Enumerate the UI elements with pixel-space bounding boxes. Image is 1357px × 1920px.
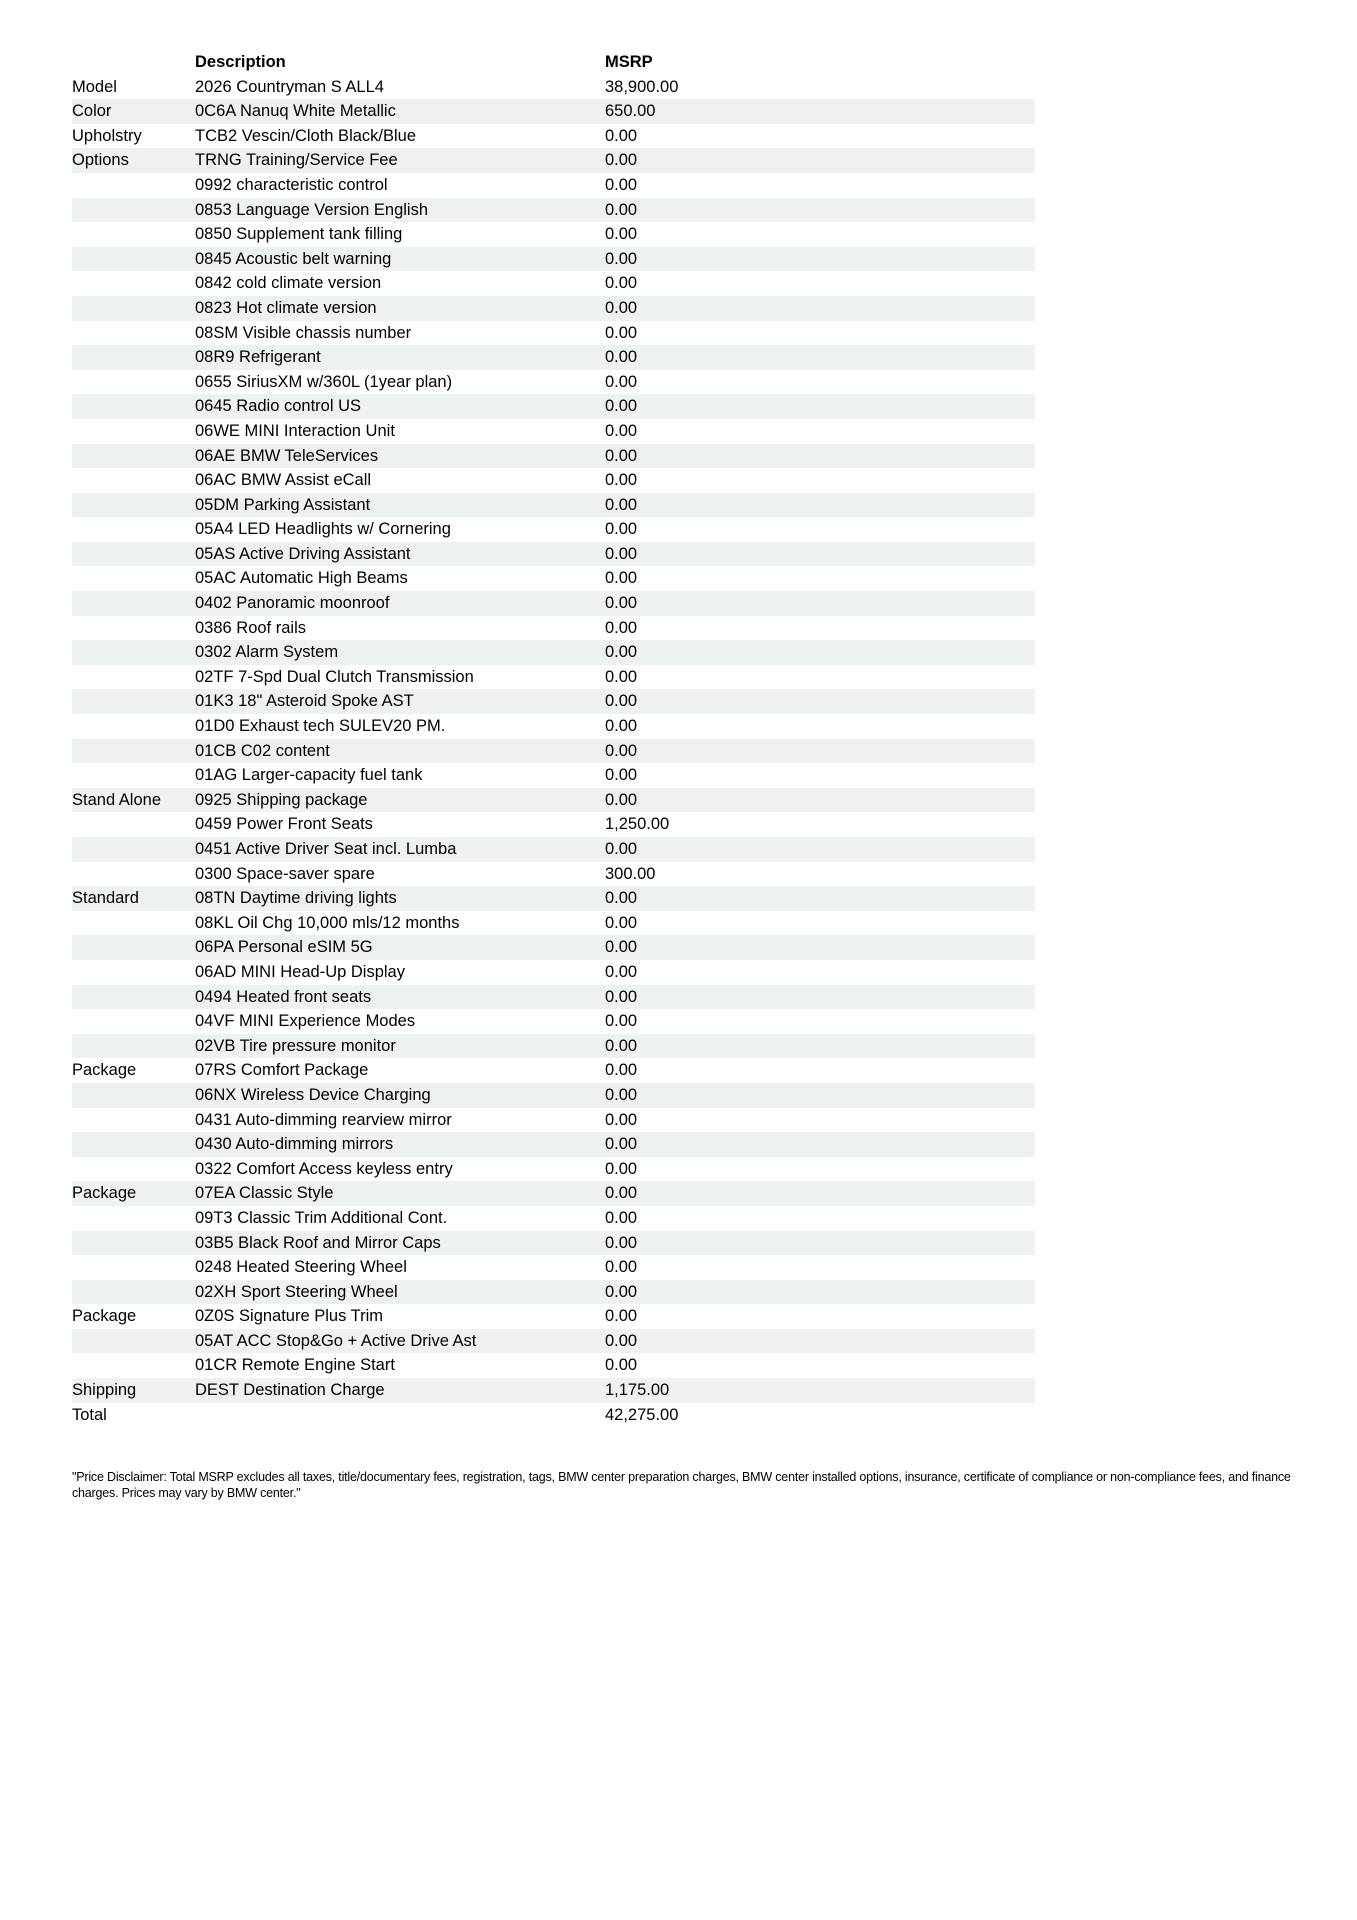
msrp-cell: 0.00: [605, 889, 638, 908]
category-cell: [72, 739, 195, 764]
spacer-cell: [797, 1378, 1035, 1403]
msrp-cell: 0.00: [605, 348, 638, 367]
msrp-cell: 0.00: [605, 200, 638, 219]
description-cell: 08TN Daytime driving lights: [195, 889, 397, 908]
description-header: Description: [195, 53, 286, 71]
spacer-cell: [797, 468, 1035, 493]
table-row: [72, 198, 1035, 223]
category-cell: [72, 1132, 195, 1157]
category-cell: [72, 640, 195, 665]
msrp-cell: 0.00: [605, 1282, 638, 1301]
msrp-cell: 0.00: [605, 1258, 638, 1277]
spacer-cell: [797, 640, 1035, 665]
spacer-cell: [797, 1181, 1035, 1206]
category-cell: [72, 837, 195, 862]
msrp-cell: 0.00: [605, 225, 638, 244]
table-row: [72, 394, 1035, 419]
description-cell: TCB2 Vescin/Cloth Black/Blue: [195, 126, 417, 145]
category-cell: Package: [72, 1307, 137, 1326]
description-cell: 06PA Personal eSIM 5G: [195, 938, 373, 957]
spacer-cell: [797, 960, 1035, 985]
description-cell: 08SM Visible chassis number: [195, 323, 412, 342]
msrp-cell: 0.00: [605, 667, 638, 686]
spacer-cell: [797, 862, 1035, 887]
msrp-cell: 0.00: [605, 544, 638, 563]
description-cell: 04VF MINI Experience Modes: [195, 1012, 416, 1031]
table-row: [72, 862, 1035, 887]
spacer-cell: [797, 886, 1035, 911]
description-cell: 0842 cold climate version: [195, 274, 382, 293]
description-cell: 0Z0S Signature Plus Trim: [195, 1307, 383, 1326]
msrp-cell: 0.00: [605, 1036, 638, 1055]
msrp-cell: 0.00: [605, 446, 638, 465]
description-cell: 01AG Larger-capacity fuel tank: [195, 766, 423, 785]
category-header: [72, 50, 195, 75]
table-row: [72, 493, 1035, 518]
description-cell: 0494 Heated front seats: [195, 987, 372, 1006]
msrp-cell: 0.00: [605, 274, 638, 293]
category-cell: [72, 419, 195, 444]
msrp-header: MSRP: [605, 53, 653, 71]
description-cell: 05DM Parking Assistant: [195, 495, 371, 514]
msrp-cell: 0.00: [605, 569, 638, 588]
table-row: [72, 1009, 1035, 1034]
table-row: [72, 296, 1035, 321]
table-row: [72, 665, 1035, 690]
description-cell: 05AS Active Driving Assistant: [195, 544, 411, 563]
category-cell: [72, 665, 195, 690]
pricing-table: [72, 50, 1035, 1427]
msrp-cell: 0.00: [605, 397, 638, 416]
description-cell: 06NX Wireless Device Charging: [195, 1085, 431, 1104]
msrp-cell: 0.00: [605, 298, 638, 317]
category-cell: [72, 1231, 195, 1256]
table-row: [72, 1181, 1035, 1206]
spacer-cell: [797, 911, 1035, 936]
table-row: [72, 1231, 1035, 1256]
table-row: [72, 345, 1035, 370]
category-cell: Total: [72, 1405, 107, 1424]
table-row: [72, 1058, 1035, 1083]
msrp-cell: 650.00: [605, 102, 656, 121]
description-cell: 05A4 LED Headlights w/ Cornering: [195, 520, 451, 539]
msrp-cell: 0.00: [605, 913, 638, 932]
category-cell: [72, 444, 195, 469]
spacer-cell: [797, 517, 1035, 542]
table-row: [72, 1353, 1035, 1378]
spacer-cell: [797, 812, 1035, 837]
description-cell: 05AC Automatic High Beams: [195, 569, 408, 588]
msrp-cell: 0.00: [605, 126, 638, 145]
description-cell: 08R9 Refrigerant: [195, 348, 321, 367]
spacer-cell: [797, 493, 1035, 518]
table-row: [72, 444, 1035, 469]
spacer-cell: [797, 173, 1035, 198]
category-cell: [72, 714, 195, 739]
spacer-cell: [797, 935, 1035, 960]
category-cell: Options: [72, 151, 129, 170]
table-row: [72, 812, 1035, 837]
category-cell: [72, 493, 195, 518]
msrp-cell: 0.00: [605, 249, 638, 268]
msrp-cell: 0.00: [605, 421, 638, 440]
msrp-cell: 0.00: [605, 618, 638, 637]
table-row: [72, 222, 1035, 247]
description-cell: 0823 Hot climate version: [195, 298, 377, 317]
description-cell: 01K3 18" Asteroid Spoke AST: [195, 692, 414, 711]
table-row: [72, 591, 1035, 616]
msrp-cell: 0.00: [605, 1331, 638, 1350]
table-row: [72, 321, 1035, 346]
table-row: [72, 468, 1035, 493]
description-cell: 0459 Power Front Seats: [195, 815, 373, 834]
category-cell: [72, 566, 195, 591]
description-cell: 09T3 Classic Trim Additional Cont.: [195, 1208, 448, 1227]
table-row: [72, 1108, 1035, 1133]
table-row: [72, 1304, 1035, 1329]
spacer-cell: [797, 788, 1035, 813]
spacer-cell: [797, 394, 1035, 419]
category-cell: [72, 1353, 195, 1378]
table-row: [72, 1280, 1035, 1305]
category-cell: [72, 296, 195, 321]
spacer-cell: [797, 198, 1035, 223]
description-cell: 0845 Acoustic belt warning: [195, 249, 392, 268]
category-cell: [72, 591, 195, 616]
spacer-cell: [797, 1157, 1035, 1182]
table-row: [72, 714, 1035, 739]
description-cell: 0645 Radio control US: [195, 397, 362, 416]
table-row: [72, 1378, 1035, 1403]
spacer-cell: [797, 566, 1035, 591]
msrp-cell: 0.00: [605, 520, 638, 539]
msrp-cell: 0.00: [605, 643, 638, 662]
category-cell: [72, 1009, 195, 1034]
category-cell: [72, 345, 195, 370]
category-cell: [72, 1329, 195, 1354]
table-row: [72, 1132, 1035, 1157]
table-row: [72, 640, 1035, 665]
spacer-cell: [797, 763, 1035, 788]
description-cell: 0C6A Nanuq White Metallic: [195, 102, 396, 121]
category-cell: [72, 935, 195, 960]
description-cell: 0386 Roof rails: [195, 618, 306, 637]
description-cell: 02XH Sport Steering Wheel: [195, 1282, 398, 1301]
msrp-cell: 38,900.00: [605, 77, 679, 96]
spacer-cell: [797, 321, 1035, 346]
description-cell: 0300 Space-saver spare: [195, 864, 375, 883]
table-row: [72, 1206, 1035, 1231]
category-cell: [72, 468, 195, 493]
category-cell: [72, 960, 195, 985]
spacer-cell: [797, 1304, 1035, 1329]
msrp-cell: 0.00: [605, 1356, 638, 1375]
table-row: [72, 1329, 1035, 1354]
spacer-cell: [797, 99, 1035, 124]
spacer-cell: [797, 124, 1035, 149]
msrp-cell: 0.00: [605, 766, 638, 785]
description-cell: DEST Destination Charge: [195, 1381, 385, 1400]
table-row: [72, 173, 1035, 198]
spacer-cell: [797, 222, 1035, 247]
spacer-cell: [797, 75, 1035, 100]
description-cell: 02TF 7-Spd Dual Clutch Transmission: [195, 667, 474, 686]
spacer-cell: [797, 1353, 1035, 1378]
spacer-cell: [797, 542, 1035, 567]
description-cell: 06WE MINI Interaction Unit: [195, 421, 395, 440]
category-cell: Stand Alone: [72, 790, 161, 809]
category-cell: Package: [72, 1061, 137, 1080]
description-cell: 07EA Classic Style: [195, 1184, 334, 1203]
spacer-cell: [797, 1206, 1035, 1231]
description-cell: 01CB C02 content: [195, 741, 330, 760]
category-cell: [72, 812, 195, 837]
spacer-cell: [797, 444, 1035, 469]
description-cell: 2026 Countryman S ALL4: [195, 77, 384, 96]
msrp-cell: 0.00: [605, 1110, 638, 1129]
category-cell: [72, 517, 195, 542]
msrp-cell: 0.00: [605, 151, 638, 170]
category-cell: [72, 1157, 195, 1182]
table-row: [72, 542, 1035, 567]
msrp-cell: 0.00: [605, 1012, 638, 1031]
spacer-cell: [797, 345, 1035, 370]
category-cell: [72, 247, 195, 272]
description-cell: 0925 Shipping package: [195, 790, 368, 809]
category-cell: [72, 370, 195, 395]
spacer-cell: [797, 837, 1035, 862]
table-row: [72, 763, 1035, 788]
table-row: [72, 616, 1035, 641]
table-row: [72, 935, 1035, 960]
category-cell: [72, 1108, 195, 1133]
spacer-cell: [797, 665, 1035, 690]
msrp-cell: 42,275.00: [605, 1405, 679, 1424]
spacer-cell: [797, 296, 1035, 321]
spacer-cell: [797, 1083, 1035, 1108]
category-cell: Upholstry: [72, 126, 142, 145]
category-cell: [72, 271, 195, 296]
msrp-cell: 0.00: [605, 1085, 638, 1104]
table-row: [72, 517, 1035, 542]
table-row: [72, 99, 1035, 124]
category-cell: [72, 1206, 195, 1231]
msrp-cell: 0.00: [605, 938, 638, 957]
spacer-cell: [797, 148, 1035, 173]
price-sheet: [72, 50, 1035, 1427]
table-row: [72, 689, 1035, 714]
spacer-cell: [797, 1132, 1035, 1157]
category-cell: Standard: [72, 889, 139, 908]
table-row: [72, 837, 1035, 862]
description-cell: 08KL Oil Chg 10,000 mls/12 months: [195, 913, 460, 932]
description-cell: 0451 Active Driver Seat incl. Lumba: [195, 840, 457, 858]
description-cell: 05AT ACC Stop&Go + Active Drive Ast: [195, 1331, 477, 1350]
msrp-cell: 0.00: [605, 471, 638, 490]
table-row: [72, 1034, 1035, 1059]
description-cell: 0431 Auto-dimming rearview mirror: [195, 1110, 452, 1129]
msrp-cell: 0.00: [605, 987, 638, 1006]
category-cell: [72, 1034, 195, 1059]
description-cell: 06AC BMW Assist eCall: [195, 471, 372, 490]
msrp-cell: 0.00: [605, 323, 638, 342]
msrp-cell: 0.00: [605, 1061, 638, 1080]
spacer-cell: [797, 591, 1035, 616]
msrp-cell: 300.00: [605, 864, 656, 883]
table-row: [72, 271, 1035, 296]
table-header-row: [72, 50, 1035, 75]
description-cell: 0302 Alarm System: [195, 643, 339, 662]
msrp-cell: 0.00: [605, 495, 638, 514]
table-row: [72, 75, 1035, 100]
msrp-cell: 0.00: [605, 1159, 638, 1178]
table-row: [72, 148, 1035, 173]
category-cell: [72, 1255, 195, 1280]
msrp-cell: 0.00: [605, 1208, 638, 1227]
description-cell: 01D0 Exhaust tech SULEV20 PM.: [195, 717, 446, 736]
category-cell: [72, 542, 195, 567]
spacer-cell: [797, 1009, 1035, 1034]
description-cell: 0850 Supplement tank filling: [195, 225, 403, 244]
description-cell: 02VB Tire pressure monitor: [195, 1036, 396, 1055]
table-row: [72, 370, 1035, 395]
description-cell: 03B5 Black Roof and Mirror Caps: [195, 1233, 441, 1252]
spacer-cell: [797, 1058, 1035, 1083]
category-cell: [72, 198, 195, 223]
description-cell: 0655 SiriusXM w/360L (1year plan): [195, 372, 453, 391]
msrp-cell: 0.00: [605, 692, 638, 711]
msrp-cell: 0.00: [605, 741, 638, 760]
table-row: [72, 124, 1035, 149]
spacer-cell: [797, 739, 1035, 764]
category-cell: [72, 1280, 195, 1305]
spacer-cell: [797, 419, 1035, 444]
msrp-cell: 0.00: [605, 175, 638, 194]
table-row: [72, 1157, 1035, 1182]
spacer-cell: [797, 616, 1035, 641]
spacer-cell: [797, 271, 1035, 296]
spacer-cell: [797, 370, 1035, 395]
description-cell: 01CR Remote Engine Start: [195, 1356, 395, 1375]
category-cell: Shipping: [72, 1381, 137, 1400]
table-row: [72, 739, 1035, 764]
description-cell: 0853 Language Version English: [195, 200, 429, 219]
category-cell: [72, 394, 195, 419]
description-cell: TRNG Training/Service Fee: [195, 151, 398, 170]
description-cell: 0248 Heated Steering Wheel: [195, 1258, 407, 1277]
msrp-cell: 0.00: [605, 1233, 638, 1252]
category-cell: [72, 689, 195, 714]
table-row: [72, 247, 1035, 272]
category-cell: [72, 173, 195, 198]
msrp-cell: 1,250.00: [605, 815, 670, 834]
category-cell: Color: [72, 102, 112, 121]
price-disclaimer: "Price Disclaimer: Total MSRP excludes all taxes, title/documentary fees, registration, tags, BMW center preparation charges, BMW center installed options, insurance, certificate of compliance or non-compliance fees, and finance charges. Prices may vary by BMW center.": [72, 1470, 1291, 1500]
spacer-header: [797, 50, 1035, 75]
table-row: [72, 960, 1035, 985]
description-cell: 0322 Comfort Access keyless entry: [195, 1159, 453, 1178]
table-row: [72, 911, 1035, 936]
spacer-cell: [797, 689, 1035, 714]
category-cell: [72, 616, 195, 641]
description-cell: 06AE BMW TeleServices: [195, 446, 379, 465]
table-row: [72, 1403, 1035, 1428]
msrp-cell: 0.00: [605, 790, 638, 809]
table-row: [72, 1083, 1035, 1108]
description-cell: 07RS Comfort Package: [195, 1061, 369, 1080]
table-body: [72, 75, 1035, 1428]
msrp-cell: 0.00: [605, 1135, 638, 1154]
spacer-cell: [797, 1403, 1035, 1428]
category-cell: [72, 1083, 195, 1108]
msrp-cell: 0.00: [605, 717, 638, 736]
spacer-cell: [797, 985, 1035, 1010]
spacer-cell: [797, 714, 1035, 739]
msrp-cell: 0.00: [605, 594, 638, 613]
description-cell: [195, 1403, 605, 1428]
spacer-cell: [797, 1255, 1035, 1280]
category-cell: [72, 911, 195, 936]
category-cell: [72, 321, 195, 346]
msrp-cell: 0.00: [605, 1184, 638, 1203]
table-row: [72, 1255, 1035, 1280]
category-cell: [72, 862, 195, 887]
category-cell: [72, 222, 195, 247]
category-cell: [72, 763, 195, 788]
spacer-cell: [797, 1034, 1035, 1059]
table-row: [72, 788, 1035, 813]
category-cell: Model: [72, 77, 117, 96]
msrp-cell: 1,175.00: [605, 1381, 670, 1400]
spacer-cell: [797, 1329, 1035, 1354]
table-row: [72, 419, 1035, 444]
description-cell: 0402 Panoramic moonroof: [195, 594, 390, 613]
category-cell: [72, 985, 195, 1010]
description-cell: 0992 characteristic control: [195, 175, 388, 194]
spacer-cell: [797, 1108, 1035, 1133]
msrp-cell: 0.00: [605, 962, 638, 981]
description-cell: 0430 Auto-dimming mirrors: [195, 1135, 394, 1154]
spacer-cell: [797, 247, 1035, 272]
msrp-cell: 0.00: [605, 840, 638, 858]
msrp-cell: 0.00: [605, 1307, 638, 1326]
table-row: [72, 566, 1035, 591]
msrp-cell: 0.00: [605, 372, 638, 391]
table-row: [72, 985, 1035, 1010]
description-cell: 06AD MINI Head-Up Display: [195, 962, 405, 981]
category-cell: Package: [72, 1184, 137, 1203]
table-row: [72, 886, 1035, 911]
spacer-cell: [797, 1280, 1035, 1305]
spacer-cell: [797, 1231, 1035, 1256]
